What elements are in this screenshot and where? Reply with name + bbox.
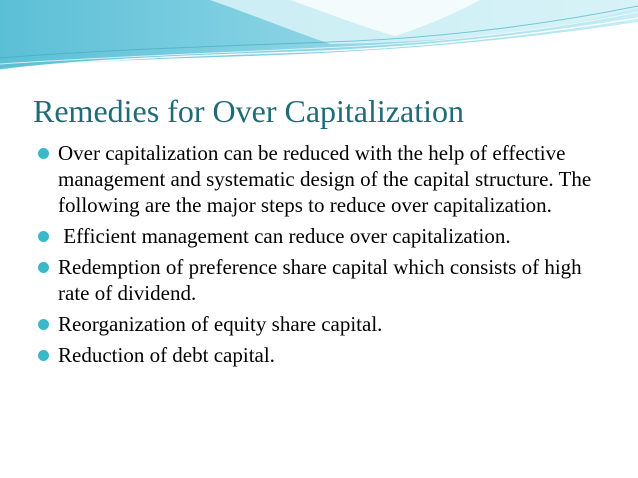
bullet-item [38,311,606,337]
bullet-dot-icon [38,350,49,361]
bullet-text: Reduction of debt capital. [58,343,275,367]
bullet-dot-icon [38,319,49,330]
bullet-item [38,342,606,368]
slide-title: Remedies for Over Capitalization [33,93,464,129]
bullet-text: Over capitalization can be reduced with the help of effective management and systematic design of the capital structure. The following are the major steps to reduce over capitalization. [58,141,592,217]
bullet-item [38,140,606,218]
bullet-item [38,254,606,306]
bullet-item [38,223,606,249]
bullet-text: Efficient management can reduce over capitalization. [58,224,511,248]
bullet-text: Reorganization of equity share capital. [58,312,383,336]
header-wave-decoration [0,0,638,80]
bullet-dot-icon [38,262,49,273]
bullet-dot-icon [38,148,49,159]
bullet-list [38,140,606,373]
bullet-dot-icon [38,231,49,242]
bullet-text: Redemption of preference share capital which consists of high rate of dividend. [58,255,582,305]
